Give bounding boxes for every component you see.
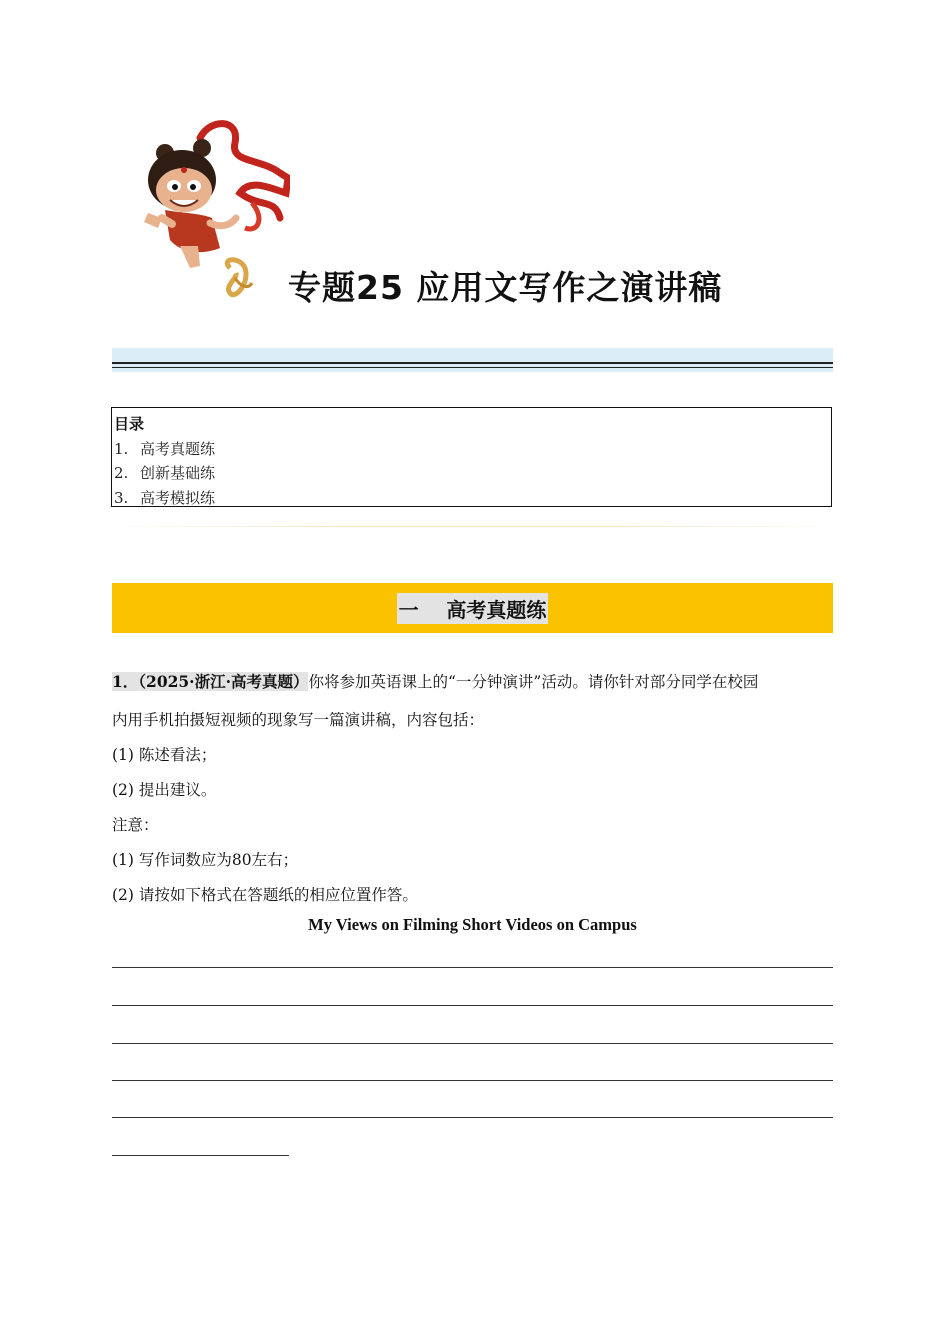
essay-title: My Views on Filming Short Videos on Campus [308,915,637,934]
question-line: 1．（2025·浙江·高考真题）你将参加英语课上的“一分钟演讲”活动。请你针对部分同学在校园 [112,672,759,691]
answer-line[interactable] [112,1155,289,1156]
answer-line[interactable] [112,1005,833,1006]
question-line: 注意： [112,816,159,834]
answer-line[interactable] [112,1080,833,1081]
section-title: 一 高考真题练 [397,593,549,624]
title-divider-band [112,348,833,372]
toc-item[interactable]: 1. 高考真题练 [114,439,216,458]
divider [104,526,842,527]
question-line: 内用手机拍摄短视频的现象写一篇演讲稿，内容包括： [112,711,485,729]
title-rule-thin [112,367,833,368]
page-title: 专题25 应用文写作之演讲稿 [288,268,723,307]
answer-line[interactable] [112,967,833,968]
answer-line[interactable] [112,1117,833,1118]
answer-line[interactable] [112,1043,833,1044]
toc-heading: 目录 [114,415,145,433]
question-source-tag: 1．（2025·浙江·高考真题） [112,672,309,691]
title-rule-thick [112,362,833,364]
question-line: (2) 提出建议。 [112,781,217,799]
toc-item[interactable]: 3. 高考模拟练 [114,488,216,507]
question-line: (2) 请按如下格式在答题纸的相应位置作答。 [112,886,418,904]
section-header-bar [112,583,833,633]
toc-item[interactable]: 2. 创新基础练 [114,464,216,482]
table-of-contents [111,407,832,507]
question-line: (1) 陈述看法； [112,746,217,764]
question-1 [112,668,834,916]
cartoon-character-illustration [140,118,290,303]
question-line: (1) 写作词数应为80左右； [112,851,299,869]
